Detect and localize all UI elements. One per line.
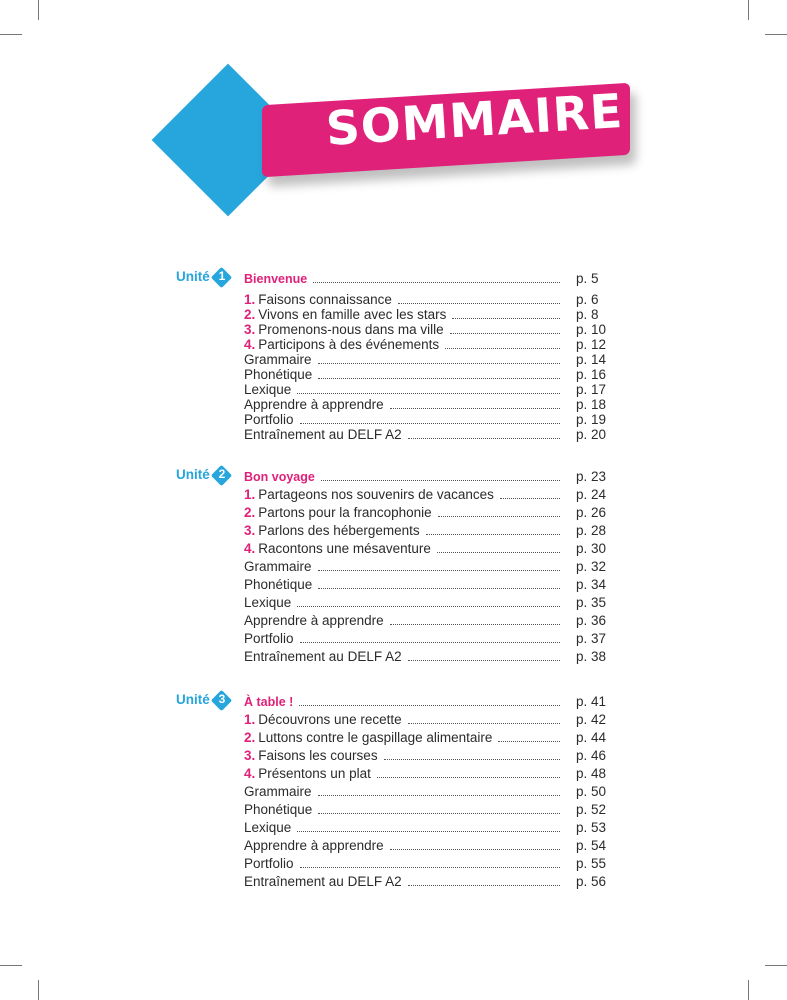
toc-entry[interactable] [244,412,607,427]
page-number: p. 14 [576,352,607,367]
toc-entry-title [244,382,291,397]
dot-leader [390,397,560,409]
toc-entry[interactable] [244,613,607,628]
toc-entry-title [244,874,402,889]
toc-entry-text: Portfolio [244,631,294,646]
toc-entry-title [244,337,439,352]
page-number: p. 12 [576,337,607,352]
crop-mark [765,34,787,35]
toc-entry-title [244,322,444,337]
lesson-number: 2. [244,307,256,322]
lesson-number: 1. [244,712,256,727]
crop-mark [765,965,787,966]
lesson-number: 2. [244,730,256,745]
toc-entry-text: Apprendre à apprendre [244,838,384,853]
page-number: p. 35 [576,595,607,610]
page-number: p. 32 [576,559,607,574]
crop-mark [0,34,22,35]
page-number: p. 44 [576,730,607,745]
crop-mark [748,980,749,1000]
toc-entry[interactable] [244,382,607,397]
toc-entry-title [244,748,378,763]
lesson-number: 3. [244,748,256,763]
toc-entry[interactable] [244,337,607,352]
toc-entry[interactable] [244,541,607,556]
toc-entry[interactable] [244,784,607,799]
unit-title [244,272,307,287]
page-number: p. 48 [576,766,607,781]
toc-entry-title [244,613,384,628]
page-number: p. 17 [576,382,607,397]
lesson-number: 4. [244,541,256,556]
toc-entry[interactable] [244,352,607,367]
page-number: p. 6 [576,292,599,307]
toc-entry[interactable] [244,712,607,727]
toc-entry[interactable] [244,367,607,382]
toc-entry-title [244,523,420,538]
dot-leader [297,595,560,607]
lesson-number: 4. [244,337,256,352]
toc-entry-title [244,649,402,664]
dot-leader [398,292,560,304]
dot-leader [437,541,560,553]
toc-entry-title [244,802,312,817]
toc-entry[interactable] [244,766,607,781]
toc-entry-text: Grammaire [244,559,312,574]
toc-entry-title [244,784,312,799]
dot-leader [408,874,560,886]
toc-entry-text: Présentons un plat [258,766,371,781]
dot-leader [297,382,560,394]
unit-label: Unité [176,467,210,482]
lesson-number: 2. [244,505,256,520]
toc-entry-title [244,559,312,574]
page-number: p. 28 [576,523,607,538]
toc-entry-text: Promenons-nous dans ma ville [258,322,444,337]
page-number: p. 10 [576,322,607,337]
toc-entry-text: Lexique [244,595,292,610]
toc-entry-title [244,487,494,502]
page-number: p. 36 [576,613,607,628]
toc-entry[interactable] [244,577,607,592]
unit-number: 3 [218,692,226,706]
toc-entry[interactable] [244,292,607,307]
dot-leader [318,352,560,364]
dot-leader [318,367,560,379]
toc-entry-title [244,730,492,745]
page-number: p. 18 [576,397,607,412]
toc-entry-text: Phonétique [244,577,313,592]
dot-leader [300,631,560,643]
page-number: p. 46 [576,748,607,763]
toc-entry-title [244,856,294,871]
crop-mark [748,0,749,20]
toc-entry[interactable] [244,838,607,853]
page-number: p. 26 [576,505,607,520]
toc-entry[interactable] [244,307,607,322]
toc-entry-title [244,820,291,835]
toc-entry-text: Entraînement au DELF A2 [244,649,402,664]
toc-entry-text: Portfolio [244,412,294,427]
toc-entry[interactable] [244,694,607,710]
dot-leader [318,559,560,571]
page-number: p. 50 [576,784,607,799]
toc-entry[interactable] [244,649,607,664]
toc-entry-text: Parlons des hébergements [258,523,420,538]
toc-entry-text: Lexique [244,382,292,397]
dot-leader [300,856,560,868]
dot-leader [318,802,560,814]
toc-entry[interactable] [244,631,607,646]
lesson-number: 3. [244,322,256,337]
unit-title [244,470,315,485]
page-number: p. 55 [576,856,607,871]
toc-entry-title [244,427,402,442]
dot-leader [300,412,560,424]
page-number: p. 16 [576,367,607,382]
toc-entry-text: Portfolio [244,856,294,871]
toc-entry-title [244,292,392,307]
toc-entry-title [244,577,312,592]
crop-mark [38,0,39,20]
dot-leader [500,487,560,499]
toc-entry-text: À table ! [244,695,294,709]
toc-entry[interactable] [244,271,607,287]
unit-number-badge [211,465,233,487]
dot-leader [384,748,560,760]
toc-entry-title [244,307,446,322]
toc-entry[interactable] [244,595,607,610]
toc-entry[interactable] [244,730,607,745]
dot-leader [299,694,560,706]
dot-leader [390,613,560,625]
dot-leader [408,649,560,661]
page-number: p. 20 [576,427,607,442]
toc-entry-text: Partons pour la francophonie [258,505,432,520]
dot-leader [318,784,560,796]
unit-number-badge [211,267,233,289]
unit-title [244,695,293,710]
dot-leader [321,469,560,481]
toc-entry-text: Découvrons une recette [258,712,402,727]
page-number: p. 41 [576,694,607,709]
toc-entry-title [244,712,402,727]
toc-entry-text: Vivons en famille avec les stars [258,307,447,322]
toc-entry-title [244,397,384,412]
toc-entry[interactable] [244,469,607,485]
page-number: p. 53 [576,820,607,835]
unit-number-badge [211,690,233,712]
dot-leader [445,337,560,349]
toc-entry-title [244,541,431,556]
toc-entry[interactable] [244,505,607,520]
page-number: p. 38 [576,649,607,664]
page-number: p. 24 [576,487,607,502]
dot-leader [408,427,560,439]
page-title: SOMMAIRE [324,83,625,157]
toc-entry-title [244,595,291,610]
dot-leader [318,577,560,589]
toc-entry-text: Lexique [244,820,292,835]
page-number: p. 34 [576,577,607,592]
dot-leader [452,307,560,319]
dot-leader [377,766,560,778]
unit-number: 1 [218,269,226,283]
dot-leader [426,523,560,535]
page-number: p. 5 [576,271,599,286]
toc-entry[interactable] [244,820,607,835]
page-number: p. 23 [576,469,607,484]
page-number: p. 37 [576,631,607,646]
toc-entry-text: Entraînement au DELF A2 [244,874,402,889]
toc-entry-title [244,631,294,646]
page-number: p. 54 [576,838,607,853]
toc-entry[interactable] [244,427,607,442]
lesson-number: 1. [244,487,256,502]
unit-label: Unité [176,269,210,284]
page-number: p. 42 [576,712,607,727]
crop-mark [38,980,39,1000]
toc-entry[interactable] [244,748,607,763]
page-number: p. 19 [576,412,607,427]
toc-entry-text: Participons à des événements [258,337,440,352]
toc-entry-title [244,838,384,853]
lesson-number: 3. [244,523,256,538]
toc-entry-title [244,412,294,427]
page-number: p. 52 [576,802,607,817]
page-number: p. 56 [576,874,607,889]
toc-entry-text: Phonétique [244,802,313,817]
dot-leader [438,505,560,517]
unit-number: 2 [218,467,226,481]
toc-entry-text: Grammaire [244,784,312,799]
dot-leader [408,712,560,724]
toc-entry-text: Bienvenue [244,272,308,286]
toc-entry[interactable] [244,874,607,889]
toc-entry-text: Grammaire [244,352,312,367]
toc-entry[interactable] [244,559,607,574]
unit-label: Unité [176,692,210,707]
toc-entry-title [244,352,312,367]
toc-entry[interactable] [244,487,607,502]
toc-entry[interactable] [244,802,607,817]
dot-leader [297,820,560,832]
toc-entry[interactable] [244,397,607,412]
toc-entry-title [244,367,312,382]
toc-entry-text: Apprendre à apprendre [244,613,384,628]
toc-entry-title [244,766,371,781]
toc-entry-text: Faisons les courses [258,748,378,763]
toc-entry-text: Faisons connaissance [258,292,392,307]
dot-leader [498,730,560,742]
toc-entry-text: Entraînement au DELF A2 [244,427,402,442]
dot-leader [313,271,560,283]
lesson-number: 1. [244,292,256,307]
page-number: p. 30 [576,541,607,556]
toc-entry-text: Bon voyage [244,470,315,484]
dot-leader [450,322,560,334]
crop-mark [0,965,22,966]
toc-entry-text: Partageons nos souvenirs de vacances [258,487,494,502]
toc-entry[interactable] [244,523,607,538]
toc-entry-text: Racontons une mésaventure [258,541,431,556]
page-number: p. 8 [576,307,599,322]
toc-entry[interactable] [244,322,607,337]
toc-entry-text: Apprendre à apprendre [244,397,384,412]
toc-entry-text: Phonétique [244,367,313,382]
lesson-number: 4. [244,766,256,781]
toc-entry[interactable] [244,856,607,871]
toc-entry-text: Luttons contre le gaspillage alimentaire [258,730,493,745]
toc-entry-title [244,505,432,520]
dot-leader [390,838,560,850]
